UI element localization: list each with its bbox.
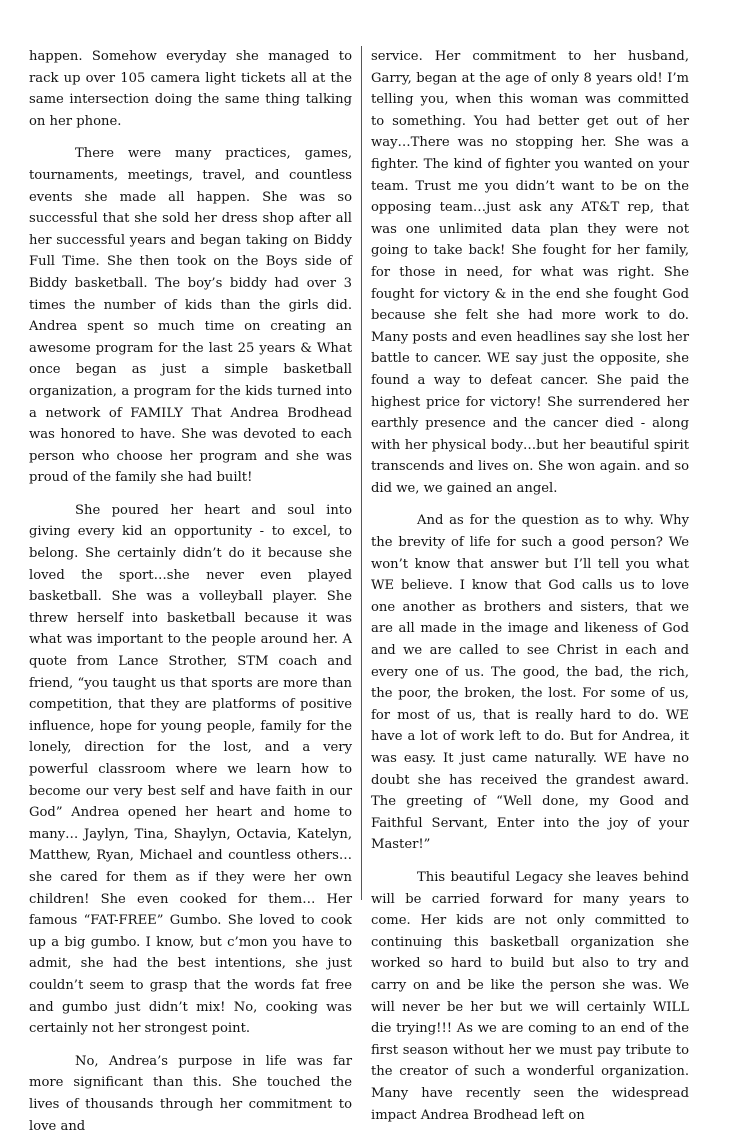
left-column xyxy=(29,46,352,1148)
paragraph: This beautiful Legacy she leaves behind will be carried forward for many years to come. Her kids are not only committed to continuing this basketball organization she worked so hard to build but also to try and carry on and be like the person she was. We will never be her but we will certainly WILL die trying!!! As we are coming to an end of the first season without her we must pay tribute to the creator of such a wonderful organization. Many have recently seen the widespread impact Andrea Brodhead left on xyxy=(371,869,689,1123)
paragraph: She poured her heart and soul into giving every kid an opportunity - to excel, to belong. She certainly didn’t do it because she loved the sport…she never even played basketball. She was a volleyball player. She threw herself into basketball because it was what was important to the people around her. A quote from Lance Strother, STM coach and friend, “you taught us that sports are more than competition, that they are platforms of positive influence, hope for young people, family for the lonely, direction for the lost, and a very powerful classroom where we learn how to become our very best self and have faith in our God” Andrea opened her heart and home to many… Jaylyn, Tina, Shaylyn, Octavia, Katelyn, Matthew, Ryan, Michael and countless others…she cared for them as if they were her own children! She even cooked for them… Her famous “FAT-FREE” Gumbo. She loved to cook up a big gumbo. I know, but c’mon you have to admit, she had the best intentions, she just couldn’t seem to grasp that the words fat free and gumbo just didn’t mix! No, cooking was certainly not her strongest point. xyxy=(29,502,352,1037)
paragraph: And as for the question as to why. Why the brevity of life for such a good person? We won’t know that answer but I’ll tell you what WE believe. I know that God calls us to love one another as brothers and sisters, that we are all made in the image and likeness of God and we are called to see Christ in each and every one of us. The good, the bad, the rich, the poor, the broken, the lost. For some of us, for most of us, that is really hard to do. WE have a lot of work left to do. But for Andrea, it was easy. It just came naturally. WE have no doubt she has received the grandest award. The greeting of “Well done, my Good and Faithful Servant, Enter into the joy of your Master!” xyxy=(371,513,689,853)
right-column xyxy=(371,46,689,1137)
column-divider xyxy=(361,46,362,900)
paragraph: happen. Somehow everyday she managed to rack up over 105 camera light tickets all at the same intersection doing the same thing talking on her phone. xyxy=(29,49,352,129)
paragraph: There were many practices, games, tournaments, meetings, travel, and countless events she made all happen. She was so successful that she sold her dress shop after all her successful years and began taking on Biddy Full Time. She then took on the Boys side of Biddy basketball. The boy’s biddy had over 3 times the number of kids than the girls did. Andrea spent so much time on creating an awesome program for the last 25 years & What once began as just a simple basketball organization, a program for the kids turned into a network of FAMILY That Andrea Brodhead was honored to have. She was devoted to each person who choose her program and she was proud of the family she had built! xyxy=(29,146,352,486)
paragraph: service. Her commitment to her husband, Garry, began at the age of only 8 years old! I’m telling you, when this woman was committed to something. You had better get out of her way…There was no stopping her. She was a fighter. The kind of fighter you wanted on your team. Trust me you didn’t want to be on the opposing team…just ask any AT&T rep, that was one unlimited data plan they were not going to take back! She fought for her family, for those in need, for what was right. She fought for victory & in the end she fought God because she felt she had more work to do. Many posts and even headlines say she lost her battle to cancer. WE say just the opposite, she found a way to defeat cancer. She paid the highest price for victory! She surrendered her earthly presence and the cancer died - along with her physical body…but her beautiful spirit transcends and lives on. She won again. and so did we, we gained an angel. xyxy=(371,49,689,496)
paragraph: No, Andrea’s purpose in life was far more significant than this. She touched the lives of thousands through her commitment to love and xyxy=(29,1053,352,1134)
